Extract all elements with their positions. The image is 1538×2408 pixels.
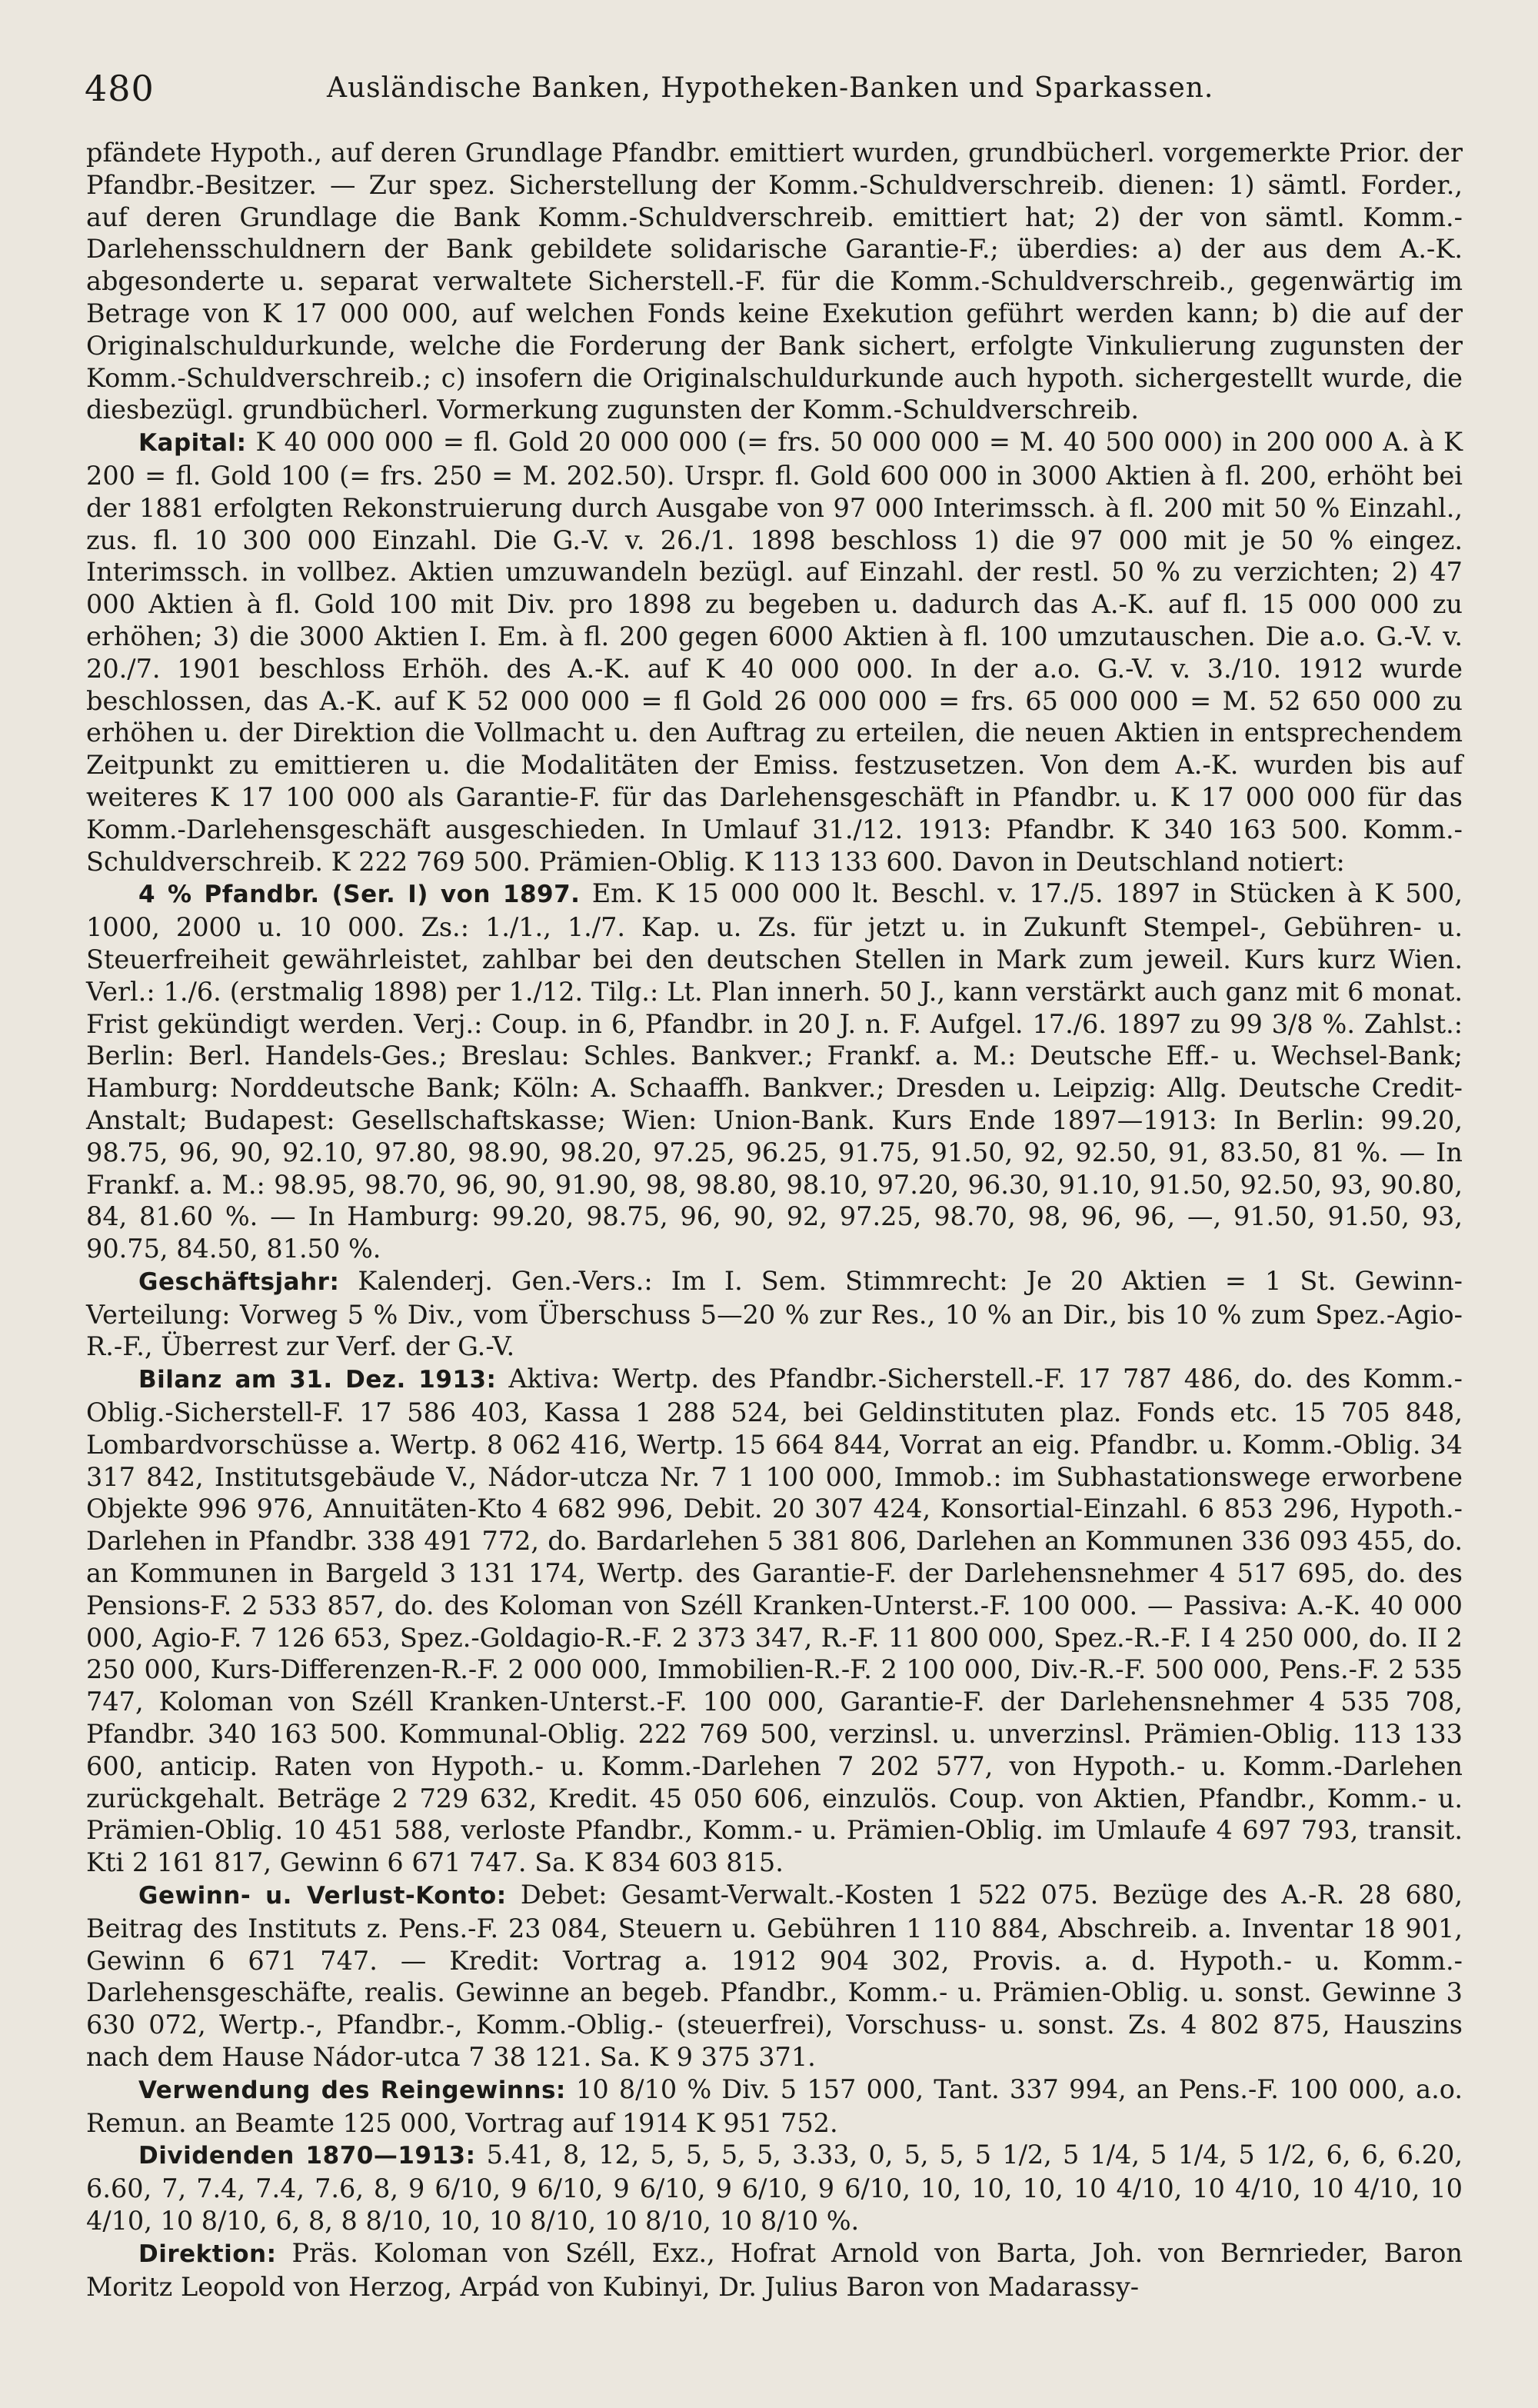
- page-number: 480: [85, 68, 155, 109]
- section-heading: Gewinn- u. Verlust-Konto:: [138, 1882, 507, 1910]
- paragraph-text: Aktiva: Wertp. des Pfandbr.-Sicherstell.-F. 17 787 486, do. des Komm.-Oblig.-Sicherstell-F. 17 586 403, Kassa 1 288 524, bei Geldinstituten plaz. Fonds etc. 15 705 848, Lombardvorschüsse a. Wertp. 8 062 416, Wertp. 15 664 844, Vorrat an eig. Pfandbr. u. Komm.-Oblig. 34 317 842, Institutsgebäude V., Nádor-utcza Nr. 7 1 100 000, Immob.: im Subhastationswege erworbene Objekte 996 976, Annuitäten-Kto 4 682 996, Debit. 20 307 424, Konsortial-Einzahl. 6 853 296, Hypoth.-Darlehen in Pfandbr. 338 491 772, do. Bardarlehen 5 381 806, Darlehen an Kommunen 336 093 455, do. an Kommunen in Bargeld 3 131 174, Wertp. des Garantie-F. der Darlehensnehmer 4 517 695, do. des Pensions-F. 2 533 857, do. des Koloman von Széll Kranken-Unterst.-F. 100 000. — Passiva: A.-K. 40 000 000, Agio-F. 7 126 653, Spez.-Goldagio-R.-F. 2 373 347, R.-F. 11 800 000, Spez.-R.-F. I 4 250 000, do. II 2 250 000, Kurs-Differenzen-R.-F. 2 000 000, Immobilien-R.-F. 2 100 000, Div.-R.-F. 500 000, Pens.-F. 2 535 747, Koloman von Széll Kranken-Unterst.-F. 100 000, Garantie-F. der Darlehensnehmer 4 535 708, Pfandbr. 340 163 500. Kommunal-Oblig. 222 769 500, verzinsl. u. unverzinsl. Prämien-Oblig. 113 133 600, anticip. Raten von Hypoth.- u. Komm.-Darlehen 7 202 577, von Hypoth.- u. Komm.-Darlehen zurückgehalt. Beträge 2 729 632, Kredit. 45 050 606, einzulös. Coup. von Aktien, Pfandbr., Komm.- u. Prämien-Oblig. 10 451 588, verloste Pfandbr., Komm.- u. Prämien-Oblig. im Umlaufe 4 697 793, transit. Kti 2 161 817, Gewinn 6 671 747. Sa. K 834 603 815.: [86, 1364, 1463, 1878]
- paragraph-capital: [86, 426, 1463, 878]
- page-header: [85, 68, 1469, 114]
- paragraph-text: 10 8/10 % Div. 5 157 000, Tant. 337 994, an Pens.-F. 100 000, a.o. Remun. an Beamte 125 000, Vortrag auf 1914 K 951 752.: [86, 2073, 1463, 2138]
- paragraph-text: pfändete Hypoth., auf deren Grundlage Pfandbr. emittiert wurden, grundbücherl. vorgemerkte Prior. der Pfandbr.-Besitzer. — Zur spez. Sicherstellung der Komm.-Schuldverschreib. dienen: 1) sämtl. Forder., auf deren Grundlage die Bank Komm.-Schuldverschreib. emittiert hat; 2) der von sämtl. Komm.-Darlehensschuldnern der Bank gebildete solidarische Garantie-F.; überdies: a) der aus dem A.-K. abgesonderte u. separat verwaltete Sicherstell.-F. für die Komm.-Schuldverschreib., gegenwärtig im Betrage von K 17 000 000, auf welchen Fonds keine Exekution geführt werden kann; b) die auf der Originalschuldurkunde, welche die Forderung der Bank sichert, erfolgte Vinkulierung zugunsten der Komm.-Schuldverschreib.; c) insofern die Originalschuldurkunde auch hypoth. sichergestellt wurde, die diesbezügl. grundbücherl. Vormerkung zugunsten der Komm.-Schuldverschreib.: [86, 138, 1463, 425]
- paragraph-pfandbriefe: [86, 878, 1463, 1265]
- body-text: [86, 137, 1463, 2303]
- paragraph-business-year: [86, 1265, 1463, 1363]
- section-heading: Bilanz am 31. Dez. 1913:: [138, 1366, 497, 1394]
- paragraph-dividends: [86, 2139, 1463, 2236]
- running-title: Ausländische Banken, Hypotheken-Banken und Sparkassen.: [327, 72, 1214, 104]
- section-heading: Geschäftsjahr:: [138, 1267, 340, 1296]
- paragraph-balance-sheet: [86, 1363, 1463, 1879]
- paragraph-text: K 40 000 000 = fl. Gold 20 000 000 (= frs. 50 000 000 = M. 40 500 000) in 200 000 A. à K 200 = fl. Gold 100 (= frs. 250 = M. 202.50). Urspr. fl. Gold 600 000 in 3000 Aktien à fl. 200, erhöht bei der 1881 erfolgten Rekonstruierung durch Ausgabe von 97 000 Interimssch. à fl. 200 mit 50 % Einzahl., zus. fl. 10 300 000 Einzahl. Die G.-V. v. 26./1. 1898 beschloss 1) die 97 000 mit je 50 % eingez. Interimssch. in vollbez. Aktien umzuwandeln bezügl. auf Einzahl. der restl. 50 % zu verzichten; 2) 47 000 Aktien à fl. Gold 100 mit Div. pro 1898 zu begeben u. dadurch das A.-K. auf fl. 15 000 000 zu erhöhen; 3) die 3000 Aktien I. Em. à fl. 200 gegen 6000 Aktien à fl. 100 umzutauschen. Die a.o. G.-V. v. 20./7. 1901 beschloss Erhöh. des A.-K. auf K 40 000 000. In der a.o. G.-V. v. 3./10. 1912 wurde beschlossen, das A.-K. auf K 52 000 000 = fl Gold 26 000 000 = frs. 65 000 000 = M. 52 650 000 zu erhöhen u. der Direktion die Vollmacht u. den Auftrag zu erteilen, die neuen Aktien in entsprechendem Zeitpunkt zu emittieren u. die Modalitäten der Emiss. festzusetzen. Von dem A.-K. wurden bis auf weiteres K 17 100 000 als Garantie-F. für das Darlehensgeschäft in Pfandbr. u. K 17 000 000 für das Komm.-Darlehensgeschäft ausgeschieden. In Umlauf 31./12. 1913: Pfandbr. K 340 163 500. Komm.-Schuldverschreib. K 222 769 500. Prämien-Oblig. K 113 133 600. Davon in Deutschland notiert:: [86, 427, 1463, 877]
- paragraph-text: 5.41, 8, 12, 5, 5, 5, 5, 3.33, 0, 5, 5, 5 1/2, 5 1/4, 5 1/4, 5 1/2, 6, 6, 6.20, 6.60, 7, 7.4, 7.4, 7.6, 8, 9 6/10, 9 6/10, 9 6/10, 9 6/10, 9 6/10, 10, 10, 10, 10 4/10, 10 4/10, 10 4/10, 10 4/10, 10 8/10, 6, 8, 8 8/10, 10, 10 8/10, 10 8/10, 10 8/10 %.: [86, 2140, 1463, 2236]
- section-heading: Direktion:: [138, 2240, 277, 2268]
- section-heading: 4 % Pfandbr. (Ser. I) von 1897.: [138, 881, 581, 909]
- paragraph-text: Präs. Koloman von Széll, Exz., Hofrat Arnold von Barta, Joh. von Bernrieder, Baron Moritz Leopold von Herzog, Arpád von Kubinyi, Dr. Julius Baron von Madarassy-: [86, 2237, 1463, 2302]
- paragraph-text: Em. K 15 000 000 lt. Beschl. v. 17./5. 1897 in Stücken à K 500, 1000, 2000 u. 10 000. Zs.: 1./1., 1./7. Kap. u. Zs. für jetzt u. in Zukunft Stempel-, Gebühren- u. Steuerfreiheit gewährleistet, zahlbar bei den deutschen Stellen in Mark zum jeweil. Kurs kurz Wien. Verl.: 1./6. (erstmalig 1898) per 1./12. Tilg.: Lt. Plan innerh. 50 J., kann verstärkt auch ganz mit 6 monat. Frist gekündigt werden. Verj.: Coup. in 6, Pfandbr. in 20 J. n. F. Aufgel. 17./6. 1897 zu 99 3/8 %. Zahlst.: Berlin: Berl. Handels-Ges.; Breslau: Schles. Bankver.; Frankf. a. M.: Deutsche Eff.- u. Wechsel-Bank; Hamburg: Norddeutsche Bank; Köln: A. Schaaffh. Bankver.; Dresden u. Leipzig: Allg. Deutsche Credit-Anstalt; Budapest: Gesellschaftskasse; Wien: Union-Bank. Kurs Ende 1897—1913: In Berlin: 99.20, 98.75, 96, 90, 92.10, 97.80, 98.90, 98.20, 97.25, 96.25, 91.75, 91.50, 92, 92.50, 91, 83.50, 81 %. — In Frankf. a. M.: 98.95, 98.70, 96, 90, 91.90, 98, 98.80, 98.10, 97.20, 96.30, 91.10, 91.50, 92.50, 93, 90.80, 84, 81.60 %. — In Hamburg: 99.20, 98.75, 96, 90, 92, 97.25, 98.70, 98, 96, 96, —, 91.50, 91.50, 93, 90.75, 84.50, 81.50 %.: [86, 878, 1463, 1264]
- paragraph-text: Debet: Gesamt-Verwalt.-Kosten 1 522 075. Bezüge des A.-R. 28 680, Beitrag des Instituts z. Pens.-F. 23 084, Steuern u. Gebühren 1 110 884, Abschreib. a. Inventar 18 901, Gewinn 6 671 747. — Kredit: Vortrag a. 1912 904 302, Provis. a. d. Hypoth.- u. Komm.-Darlehensgeschäfte, realis. Gewinne an begeb. Pfandbr., Komm.- u. Prämien-Oblig. u. sonst. Gewinne 3 630 072, Wertp.-, Pfandbr.-, Komm.-Oblig.- (steuerfrei), Vorschuss- u. sonst. Zs. 4 802 875, Hauszins nach dem Hause Nádor-utca 7 38 121. Sa. K 9 375 371.: [86, 1880, 1463, 2073]
- paragraph-board: [86, 2237, 1463, 2303]
- section-heading: Dividenden 1870—1913:: [138, 2142, 476, 2170]
- paragraph-text: Kalenderj. Gen.-Vers.: Im I. Sem. Stimmrecht: Je 20 Aktien = 1 St. Gewinn-Verteilung: Vorweg 5 % Div., vom Überschuss 5—20 % zur Res., 10 % an Dir., bis 10 % zum Spez.-Agio-R.-F., Überrest zur Verf. der G.-V.: [86, 1265, 1463, 1362]
- section-heading: Kapital:: [138, 429, 247, 458]
- section-heading: Verwendung des Reingewinns:: [138, 2076, 566, 2104]
- paragraph-profit-use: [86, 2073, 1463, 2140]
- paragraph-security-provisions: [86, 137, 1463, 426]
- paragraph-profit-loss: [86, 1879, 1463, 2073]
